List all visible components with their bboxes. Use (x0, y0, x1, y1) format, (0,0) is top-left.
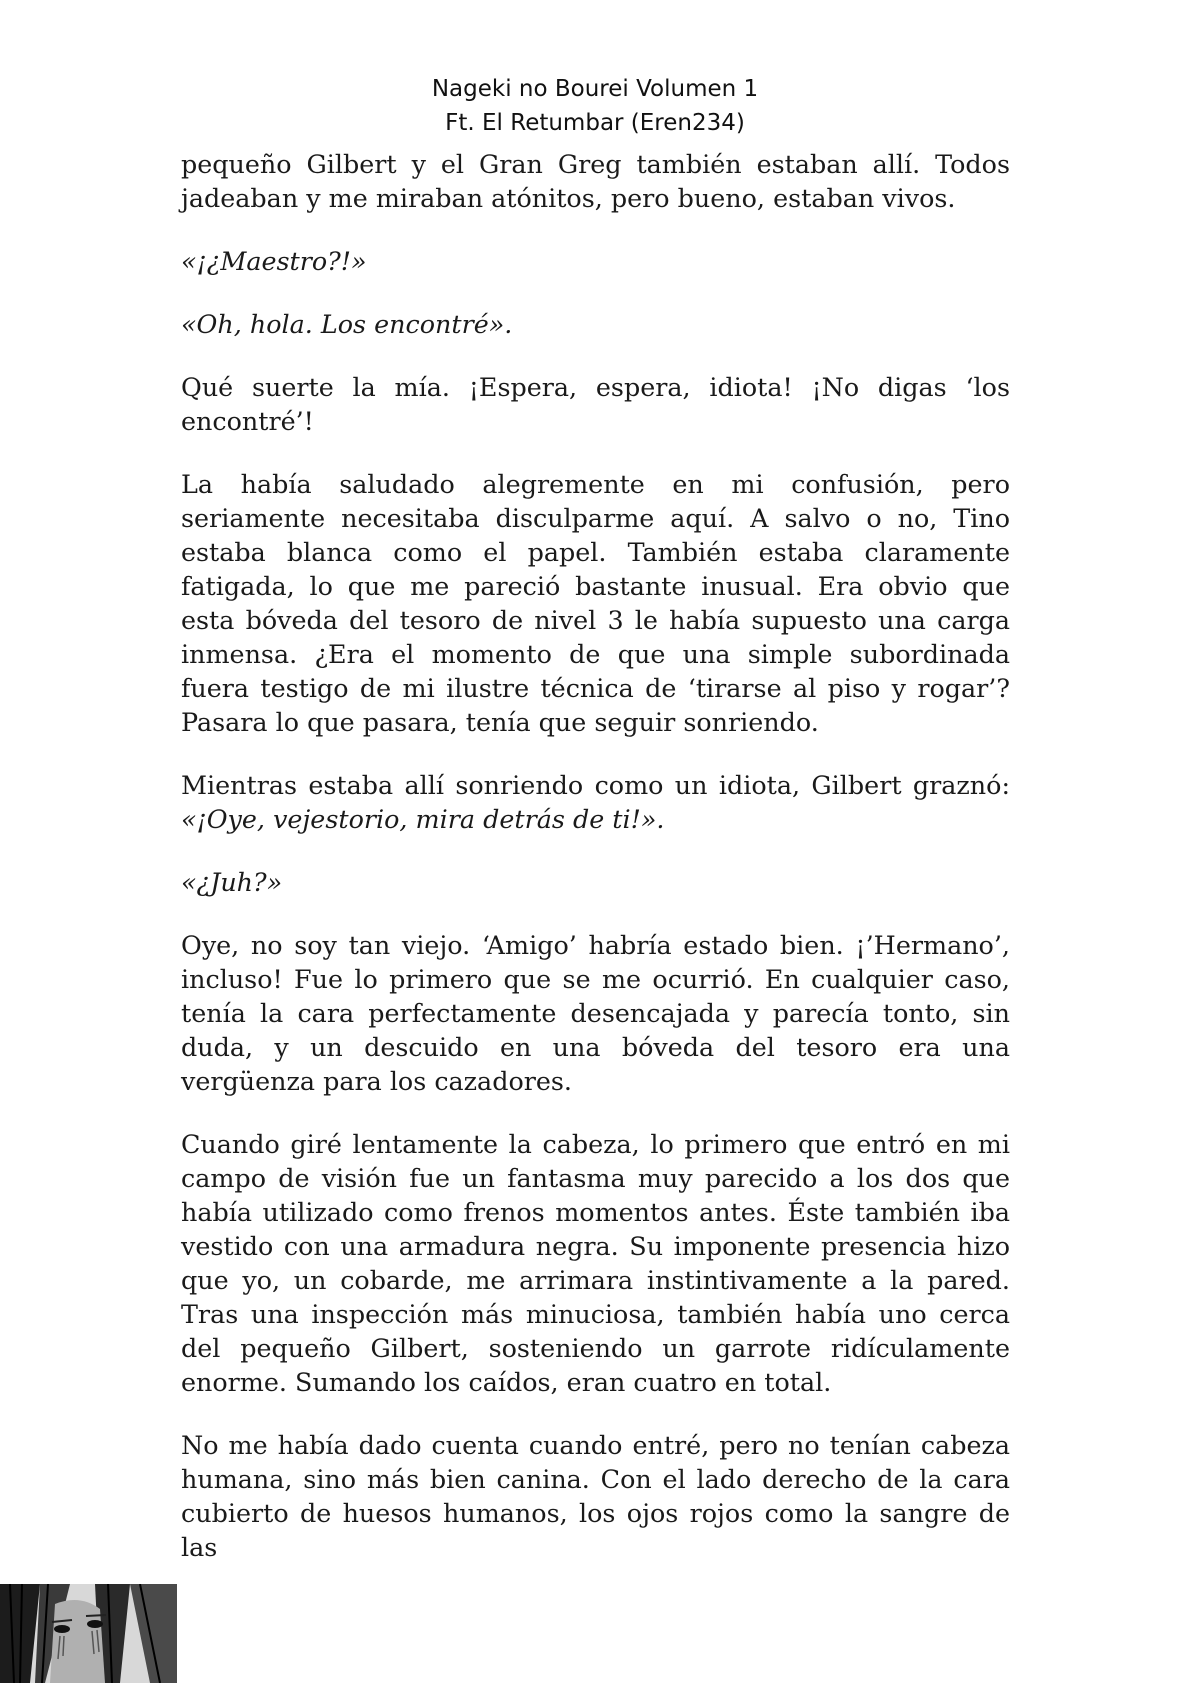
paragraph-6 (181, 768, 1010, 836)
page-body (181, 147, 1010, 1593)
paragraph-6-quote: «¡Oye, vejestorio, mira detrás de ti!». (181, 804, 665, 834)
page-header (0, 72, 1190, 140)
paragraph-4: Qué suerte la mía. ¡Espera, espera, idiota! ¡No digas ‘los encontré’! (181, 372, 1010, 436)
paragraph-9: Cuando giré lentamente la cabeza, lo primero que entró en mi campo de visión fue un fantasma muy parecido a los dos que había utilizado como frenos momentos antes. Éste también iba vestido con una armadura negra. Su imponente presencia hizo que yo, un cobarde, me arrimara instintivamente a la pared. Tras una inspección más minuciosa, también había uno cerca del pequeño Gilbert, sosteniendo un garrote ridículamente enorme. Sumando los caídos, eran cuatro en total. (181, 1129, 1010, 1397)
dialogue-hola: «Oh, hola. Los encontré». (181, 309, 513, 339)
paragraph-10: No me había dado cuenta cuando entré, pero no tenían cabeza humana, sino más bien canina. Con el lado derecho de la cara cubierto de huesos humanos, los ojos rojos como la sangre de las (181, 1430, 1010, 1562)
header-title: Nageki no Bourei Volumen 1 (431, 76, 759, 102)
dialogue-juh: «¿Juh?» (181, 867, 283, 897)
manga-portrait-icon (0, 1584, 177, 1683)
header-credit: Ft. El Retumbar (Eren234) (445, 110, 745, 136)
paragraph-1: pequeño Gilbert y el Gran Greg también estaban allí. Todos jadeaban y me miraban atónitos, pero bueno, estaban vivos. (181, 149, 1010, 213)
paragraph-5: La había saludado alegremente en mi confusión, pero seriamente necesitaba disculparme aquí. A salvo o no, Tino estaba blanca como el papel. También estaba claramente fatigada, lo que me pareció bastante inusual. Era obvio que esta bóveda del tesoro de nivel 3 le había supuesto una carga inmensa. ¿Era el momento de que una simple subordinada fuera testigo de mi ilustre técnica de ‘tirarse al piso y rogar’? Pasara lo que pasara, tenía que seguir sonriendo. (181, 469, 1010, 737)
manga-portrait-image (0, 1584, 177, 1683)
paragraph-6-lead: Mientras estaba allí sonriendo como un idiota, Gilbert graznó: (181, 770, 1010, 800)
dialogue-maestro: «¡¿Maestro?!» (181, 246, 367, 276)
paragraph-8: Oye, no soy tan viejo. ‘Amigo’ habría estado bien. ¡’Hermano’, incluso! Fue lo primero que se me ocurrió. En cualquier caso, tenía la cara perfectamente desencajada y parecía tonto, sin duda, y un descuido en una bóveda del tesoro era una vergüenza para los cazadores. (181, 930, 1010, 1096)
